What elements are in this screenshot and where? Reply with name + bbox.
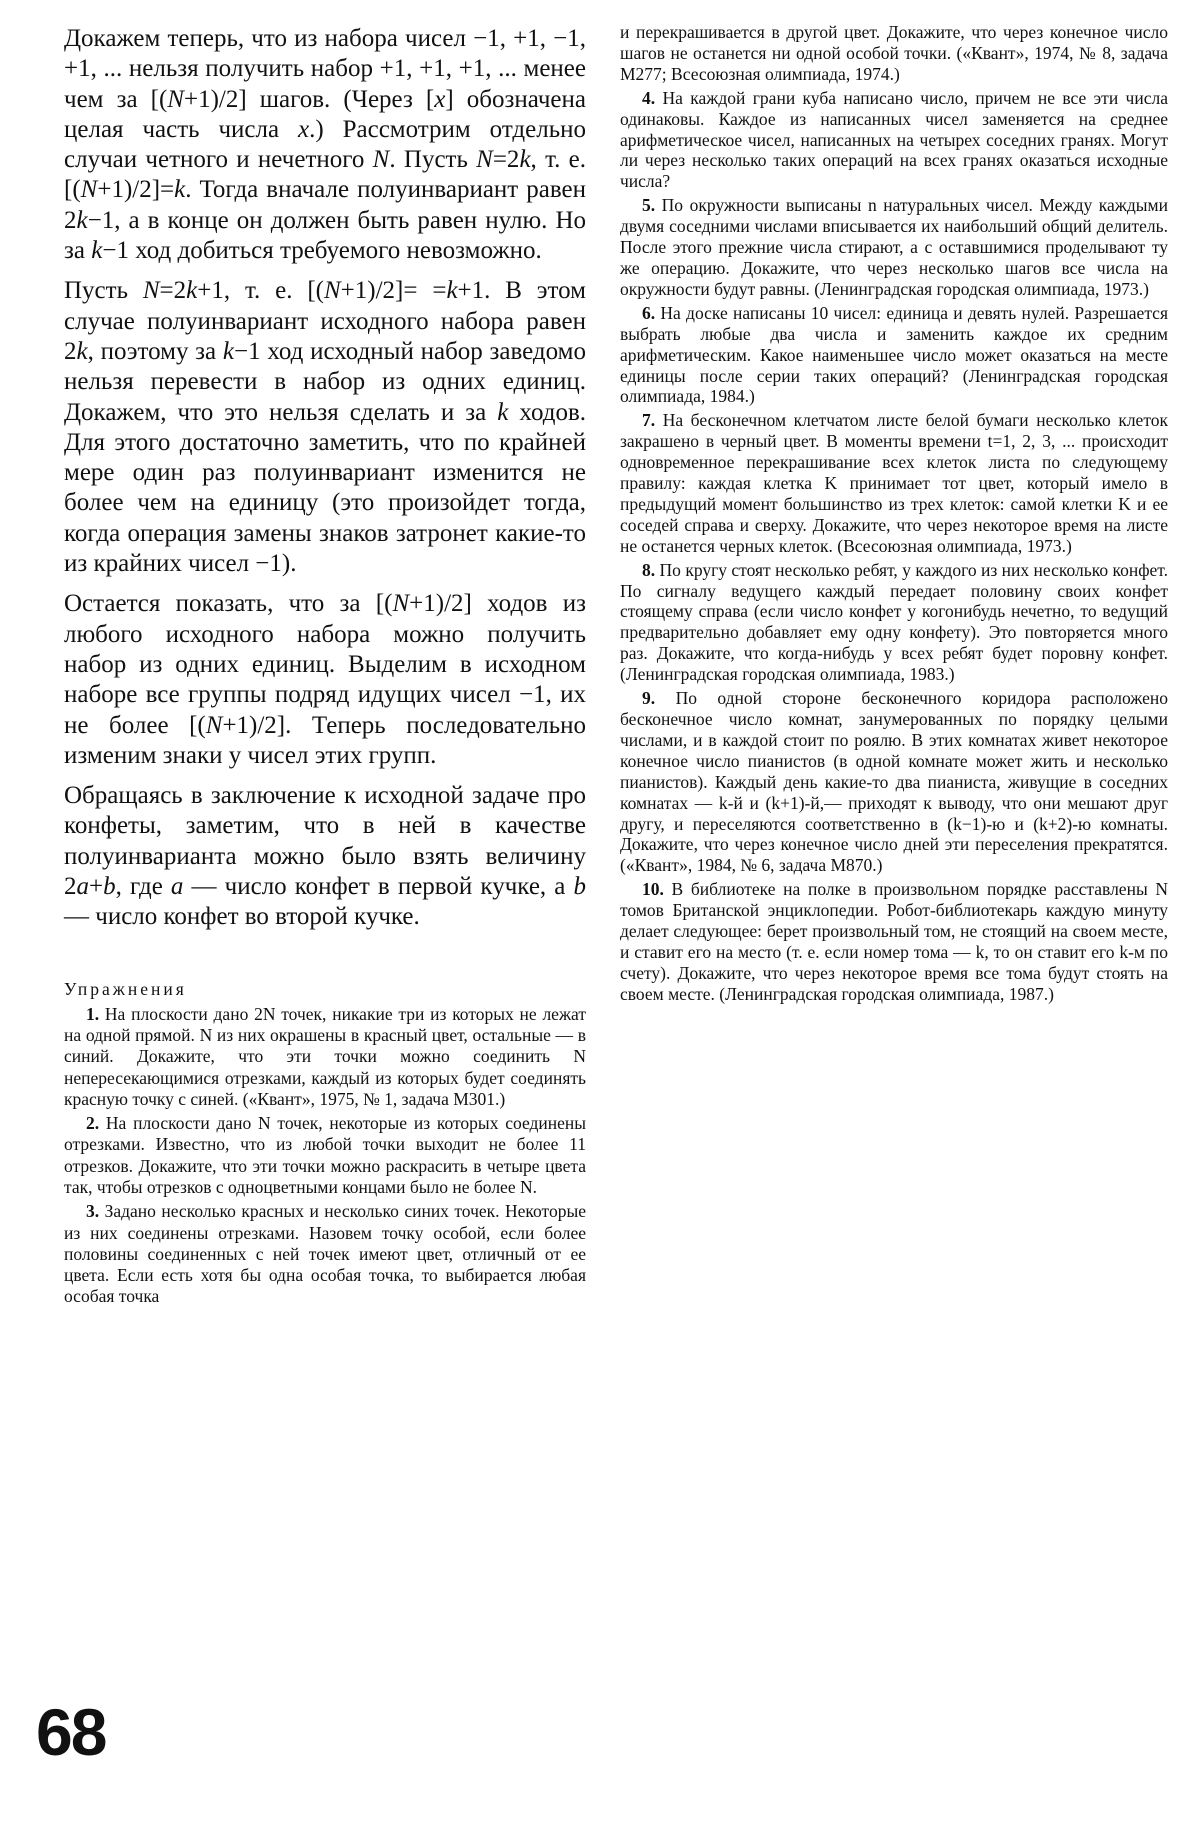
main-paragraph-1: Докажем теперь, что из набора чисел −1, +1, −1, +1, ... нельзя получить набор +1, +1, +1, ... менее чем за [(N+1)/2] шагов. (Через [x] обозначена целая часть числа x.) Рассмотрим отдельно случаи четного и нечетного N. Пусть N=2k, т. е. [(N+1)/2]=k. Тогда вначале полуинвариант равен 2k−1, а в конце он должен быть равен нулю. Но за k−1 ход добиться требуемого невозможно.: [64, 25, 586, 265]
exercises-heading: Упражнения: [64, 978, 187, 999]
exercise-8: 8. По кругу стоят несколько ребят, у каждого из них несколько конфет. По сигналу ведущего каждый передает половину своих конфет стоящему справа (если число конфет у когонибудь нечетно, то ведущий предварительно добавляет ему одну конфету). Это повторяется много раз. Докажите, что когда-нибудь у всех ребят будет поровну конфет. (Ленинградская городская олимпиада, 1983.): [620, 559, 1169, 685]
exercise-7: 7. На бесконечном клетчатом листе белой бумаги несколько клеток закрашено в черный цвет. В моменты времени t=1, 2, 3, ... происходит одновременное перекрашивание всех клеток листа по следующему правилу: каждая клетка K принимает тот цвет, который имело в предыдущий момент большинство из трех клеток: самой клетки K и ее соседей справа и сверху. Докажите, что через некоторое время на листе не останется черных клеток. (Всесоюзная олимпиада, 1973.): [620, 410, 1168, 556]
exercise-3-continued: и перекрашивается в другой цвет. Докажите, что через конечное число шагов не останется ни одной особой точки. («Квант», 1974, № 8, задача М277; Всесоюзная олимпиада, 1974.): [620, 22, 1168, 84]
exercise-4: 4. На каждой грани куба написано число, причем не все эти числа одинаковы. Каждое из написанных чисел заменяется на среднее арифметическое чисел, написанных на четырех соседних гранях. Могут ли через несколько таких операций на всех гранях оказаться исходные числа?: [620, 87, 1168, 192]
exercises-left: [64, 1004, 586, 1308]
main-paragraph-4: Обращаясь в заключение к исходной задаче про конфеты, заметим, что в ней в качестве полуинварианта можно было взять величину 2a+b, где a — число конфет в первой кучке, а b — число конфет во второй кучке.: [64, 782, 586, 931]
exercise-6: 6. На доске написаны 10 чисел: единица и девять нулей. Разрешается выбрать любые два числа и заменить каждое их средним арифметическим. Какое наименьшее число может оказаться на месте единицы после серии таких операций? (Ленинградская городская олимпиада, 1984.): [620, 302, 1168, 407]
exercise-3: 3. Задано несколько красных и несколько синих точек. Некоторые из них соединены отрезками. Назовем точку особой, если более половины соединенных с ней точек имеют цвет, отличный от ее цвета. Если есть хотя бы одна особая точка, то выбирается любая особая точка: [64, 1201, 586, 1307]
page-number: 68: [36, 1695, 106, 1769]
main-paragraph-3: Остается показать, что за [(N+1)/2] ходов из любого исходного набора можно получить набор из одних единиц. Выделим в исходном наборе все группы подряд идущих чисел −1, их не более [(N+1)/2]. Теперь последовательно изменим знаки у чисел этих групп.: [64, 590, 586, 769]
exercise-1: 1. На плоскости дано 2N точек, никакие три из которых не лежат на одной прямой. N из них окрашены в красный цвет, остальные — в синий. Докажите, что эти точки можно соединить N непересекающимися отрезками, каждый из которых будет соединять красную точку с синей. («Квант», 1975, № 1, задача М301.): [64, 1003, 587, 1109]
exercise-10: 10. В библиотеке на полке в произвольном порядке расставлены N томов Британской энциклопедии. Робот-библиотекарь каждую минуту делает следующее: берет произвольный том, не стоящий на своем месте, и ставит его на место (т. е. если номер тома — k, то он ставит его k-м по счету). Докажите, что через некоторое время все тома будут стоять на своем месте. (Ленинградская городская олимпиада, 1987.): [620, 879, 1169, 1004]
right-column: [620, 22, 1168, 1005]
exercise-5: 5. По окружности выписаны n натуральных чисел. Между каждыми двумя соседними числами вписывается их наибольший общий делитель. После этого прежние числа стирают, а с оставшимися проделывают ту же операцию. Докажите, что через несколько шагов все числа на окружности будут равны. (Ленинградская городская олимпиада, 1973.): [620, 195, 1169, 299]
main-paragraph-2: Пусть N=2k+1, т. е. [(N+1)/2]= =k+1. В этом случае полуинвариант исходного набора равен 2k, поэтому за k−1 ход исходный набор заведомо нельзя перевести в набор из одних единиц. Докажем, что это нельзя сделать и за k ходов. Для этого достаточно заметить, что по крайней мере один раз полуинвариант изменится не более чем на единицу (это произойдет тогда, когда операция замены знаков затронет какие-то из крайних чисел −1).: [64, 277, 586, 578]
exercise-9: 9. По одной стороне бесконечного коридора расположено бесконечное число комнат, занумерованных по порядку целыми числами, и в каждой стоит по роялю. В этих комнатах живет некоторое конечное число пианистов (в одной комнате может жить и несколько пианистов). Каждый день какие-то два пианиста, живущие в соседних комнатах — k-й и (k+1)-й,— приходят к выводу, что они мешают друг другу, и переселяются соответственно в (k−1)-ю и (k+2)-ю комнаты. Докажите, что через конечное число дней эти переселения прекратятся. («Квант», 1984, № 6, задача М870.): [620, 688, 1169, 876]
main-text: [64, 24, 586, 933]
left-column: [64, 24, 586, 1308]
exercise-2: 2. На плоскости дано N точек, некоторые из которых соединены отрезками. Известно, что из любой точки выходит не более 11 отрезков. Докажите, что эти точки можно раскрасить в четыре цвета так, чтобы отрезков с одноцветными концами было не более N.: [64, 1113, 587, 1197]
